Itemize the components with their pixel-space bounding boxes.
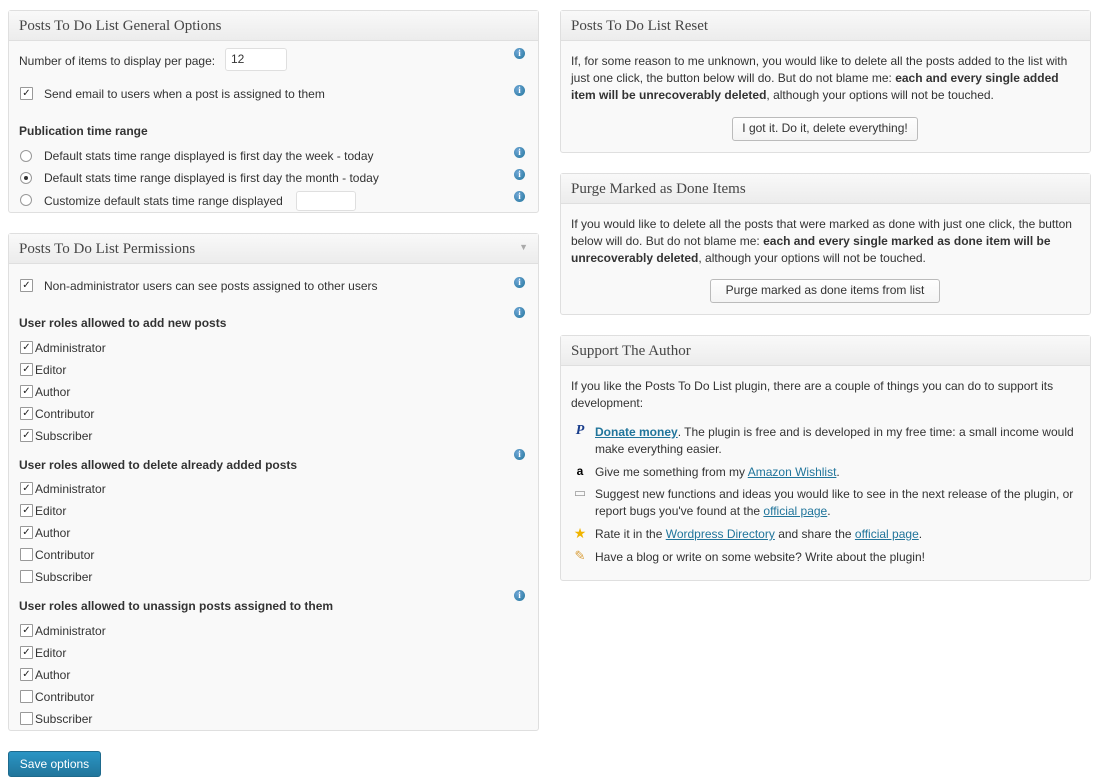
unassign-role-checkbox-author[interactable]: ✓	[20, 668, 33, 681]
reset-header	[561, 11, 1090, 41]
save-options-button[interactable]: Save options	[8, 751, 101, 777]
official-page-link[interactable]: official page	[763, 504, 828, 518]
delete-role-checkbox-author[interactable]: ✓	[20, 526, 33, 539]
add-roles-heading: User roles allowed to add new posts	[19, 316, 227, 330]
radio-month[interactable]	[20, 172, 32, 184]
general-options-header	[9, 11, 538, 41]
radio-custom-label: Customize default stats time range displayed	[44, 194, 283, 208]
support-title: Support The Author	[571, 343, 691, 359]
radio-week[interactable]	[20, 150, 32, 162]
purge-text-2: , although your options will not be touched.	[698, 251, 926, 265]
info-icon[interactable]: i	[514, 590, 525, 601]
delete-role-checkbox-editor[interactable]: ✓	[20, 504, 33, 517]
info-icon[interactable]: i	[514, 191, 525, 202]
unassign-role-checkbox-administrator[interactable]: ✓	[20, 624, 33, 637]
donate-item	[595, 424, 1081, 458]
add-role-label-contributor: Contributor	[35, 407, 95, 421]
official-page-link-2[interactable]: official page	[854, 527, 919, 541]
reset-description	[571, 53, 1071, 104]
add-role-label-author: Author	[35, 385, 71, 399]
support-box	[560, 335, 1091, 581]
rate-pre: Rate it in the	[595, 527, 666, 541]
delete-everything-button[interactable]: I got it. Do it, delete everything!	[732, 117, 918, 141]
paypal-icon: P	[575, 423, 585, 438]
delete-role-checkbox-administrator[interactable]: ✓	[20, 482, 33, 495]
unassign-role-label-contributor: Contributor	[35, 690, 95, 704]
unassign-role-checkbox-subscriber[interactable]	[20, 712, 33, 725]
delete-roles-heading: User roles allowed to delete already added posts	[19, 458, 298, 472]
send-email-label: Send email to users when a post is assigned to them	[44, 87, 325, 101]
reset-text-bold: each and every single added item will be unrecoverably deleted	[571, 71, 1059, 102]
star-icon: ★	[573, 525, 587, 541]
custom-range-input[interactable]	[296, 191, 356, 211]
delete-role-label-subscriber: Subscriber	[35, 570, 93, 584]
info-icon[interactable]: i	[514, 277, 525, 288]
info-icon[interactable]: i	[514, 307, 525, 318]
unassign-role-checkbox-editor[interactable]: ✓	[20, 646, 33, 659]
radio-month-label: Default stats time range displayed is first day the month - today	[44, 171, 379, 185]
pencil-icon: ✎	[574, 548, 586, 563]
reset-title: Posts To Do List Reset	[571, 18, 709, 34]
delete-role-label-administrator: Administrator	[35, 482, 106, 496]
add-role-label-administrator: Administrator	[35, 341, 106, 355]
amazon-wishlist-link[interactable]: Amazon Wishlist	[747, 465, 837, 479]
add-role-label-editor: Editor	[35, 363, 67, 377]
rate-item	[595, 526, 1081, 543]
comment-icon: ▭	[573, 485, 587, 500]
delete-role-label-author: Author	[35, 526, 71, 540]
send-email-checkbox[interactable]: ✓	[20, 87, 33, 100]
purge-button[interactable]: Purge marked as done items from list	[710, 279, 940, 303]
permissions-header[interactable]	[9, 234, 538, 264]
donate-money-link[interactable]: Donate money	[595, 425, 678, 439]
blog-item: Have a blog or write on some website? Write about the plugin!	[595, 550, 925, 564]
purge-title: Purge Marked as Done Items	[571, 181, 746, 197]
delete-role-label-contributor: Contributor	[35, 548, 95, 562]
radio-week-label: Default stats time range displayed is first day the week - today	[44, 149, 374, 163]
radio-custom[interactable]	[20, 194, 32, 206]
support-header	[561, 336, 1090, 366]
amazon-item	[595, 464, 1081, 481]
add-role-checkbox-contributor[interactable]: ✓	[20, 407, 33, 420]
info-icon[interactable]: i	[514, 85, 525, 96]
unassign-role-checkbox-contributor[interactable]	[20, 690, 33, 703]
purge-text-bold: each and every single marked as done item will be unrecoverably deleted	[571, 234, 1051, 265]
unassign-role-label-editor: Editor	[35, 646, 67, 660]
toggle-arrow-icon[interactable]: ▼	[519, 242, 528, 252]
unassign-role-label-subscriber: Subscriber	[35, 712, 93, 726]
delete-role-checkbox-subscriber[interactable]	[20, 570, 33, 583]
reset-text-2: , although your options will not be touched.	[766, 88, 994, 102]
purge-header	[561, 174, 1090, 204]
info-icon[interactable]: i	[514, 48, 525, 59]
rate-mid: and share the	[774, 527, 855, 541]
purge-description	[571, 216, 1081, 267]
add-role-checkbox-administrator[interactable]: ✓	[20, 341, 33, 354]
add-role-checkbox-author[interactable]: ✓	[20, 385, 33, 398]
support-intro: If you like the Posts To Do List plugin, there are a couple of things you can do to support its development:	[571, 379, 1054, 410]
amazon-pre: Give me something from my	[595, 465, 748, 479]
rate-post: .	[918, 527, 923, 541]
purge-box	[560, 173, 1091, 315]
general-options-title: Posts To Do List General Options	[19, 18, 222, 34]
items-per-page-input[interactable]: 12	[225, 48, 287, 71]
reset-text-1: If, for some reason to me unknown, you would like to delete all the posts added to the list with just one click, the button below will do. But do not blame me:	[571, 54, 1068, 85]
publication-time-range-heading: Publication time range	[19, 124, 148, 138]
permissions-title: Posts To Do List Permissions	[19, 241, 196, 257]
unassign-roles-heading: User roles allowed to unassign posts assigned to them	[19, 599, 334, 613]
donate-text: . The plugin is free and is developed in my free time: a small income would make everything easier.	[595, 425, 1074, 456]
amazon-icon: a	[576, 464, 584, 478]
purge-text-1: If you would like to delete all the posts that were marked as done with just one click, the button below will do. But do not blame me:	[571, 217, 1072, 248]
amazon-post: .	[836, 465, 840, 479]
delete-role-label-editor: Editor	[35, 504, 67, 518]
suggest-item	[595, 486, 1081, 520]
add-role-checkbox-editor[interactable]: ✓	[20, 363, 33, 376]
unassign-role-label-administrator: Administrator	[35, 624, 106, 638]
add-role-label-subscriber: Subscriber	[35, 429, 93, 443]
add-role-checkbox-subscriber[interactable]: ✓	[20, 429, 33, 442]
unassign-role-label-author: Author	[35, 668, 71, 682]
info-icon[interactable]: i	[514, 169, 525, 180]
non-admin-label: Non-administrator users can see posts assigned to other users	[44, 279, 378, 293]
info-icon[interactable]: i	[514, 147, 525, 158]
permissions-box	[8, 233, 539, 731]
general-options-box	[8, 10, 539, 213]
reset-box	[560, 10, 1091, 153]
delete-role-checkbox-contributor[interactable]	[20, 548, 33, 561]
suggest-pre: Suggest new functions and ideas you would like to see in the next release of the plugin, or report bugs you've found at the	[595, 487, 1074, 518]
non-admin-checkbox[interactable]: ✓	[20, 279, 33, 292]
wordpress-directory-link[interactable]: Wordpress Directory	[665, 527, 775, 541]
suggest-post: .	[827, 504, 831, 518]
items-per-page-label: Number of items to display per page:	[19, 54, 216, 68]
info-icon[interactable]: i	[514, 449, 525, 460]
